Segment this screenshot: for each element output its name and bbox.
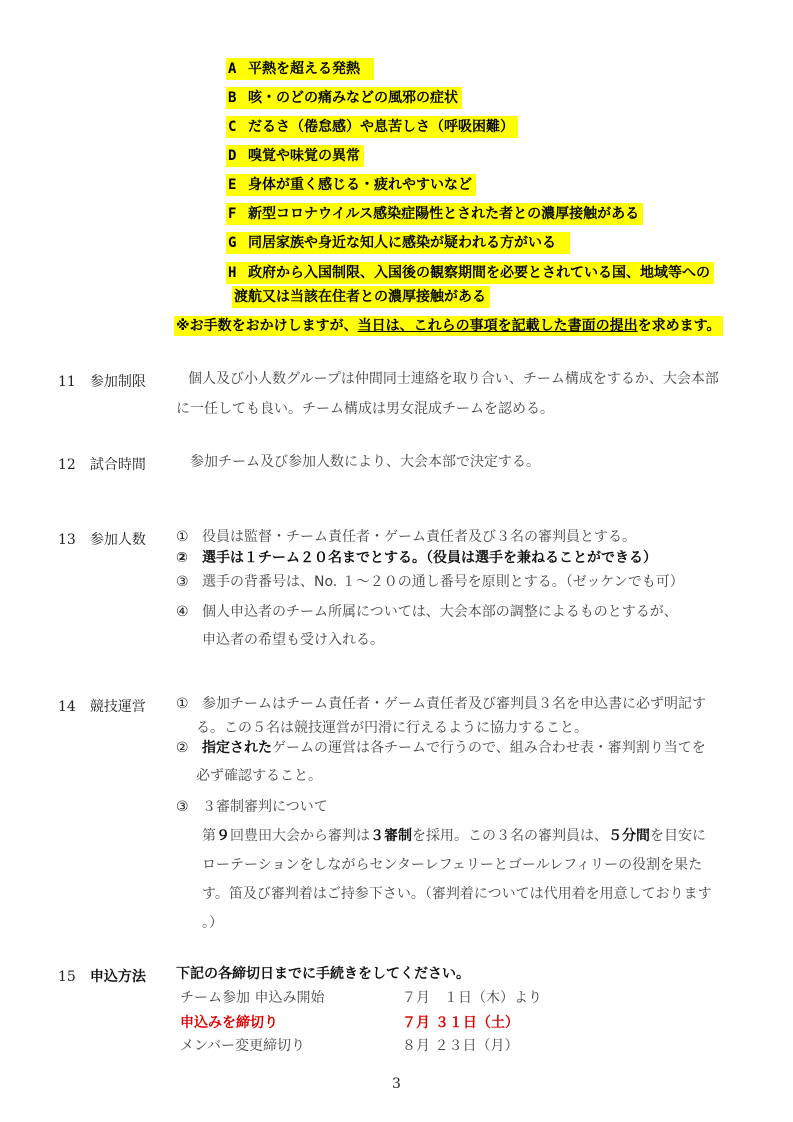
deadline-date-member-change: ８月 ２３日（月） — [402, 1038, 519, 1054]
symptom-e: E 身体が重く感じる・疲れやすいなど — [226, 174, 476, 196]
submission-note-underlined: 当日は、これらの事項を記載した書面の提出 — [357, 318, 638, 334]
symptom-h-continued: 渡航又は当該在住者との濃厚接触がある — [232, 286, 490, 308]
section-13-item-4: ④ 個人申込者のチーム所属については、大会本部の調整によるものとするが、 — [176, 604, 678, 620]
submission-note: ※お手数をおかけしますが、当日は、これらの事項を記載した書面の提出を求めます。 — [176, 318, 721, 334]
section-14-item-2-cont: 必ず確認すること。 — [196, 768, 322, 784]
section-13-item-1: ① 役員は監督・チーム責任者・ゲーム責任者及び３名の審判員とする。 — [176, 529, 636, 545]
section-13-item-4-cont: 申込者の希望も受け入れる。 — [202, 632, 384, 648]
symptom-h: H 政府から入国制限、入国後の観察期間を必要とされている国、地域等への — [226, 262, 714, 284]
section-14-item-3-line3: す。笛及び審判着はご持参下さい。（審判着については代用着を用意しております — [202, 886, 712, 902]
section-14-item-2: ② 指定されたゲームの運営は各チームで行うので、組み合わせ表・審判割り当てを — [176, 740, 706, 756]
deadline-label-member-change: メンバー変更締切り — [180, 1038, 306, 1054]
section-13-heading: 13 参加人数 — [58, 532, 146, 548]
symptom-g: G 同居家族や身近な知人に感染が疑われる方がいる — [226, 232, 570, 254]
symptom-c: C だるさ（倦怠感）や息苦しさ（呼吸困難） — [226, 116, 518, 138]
section-15-heading: 15 申込方法 — [58, 969, 146, 985]
section-14-item-3: ③ ３審制審判について — [176, 799, 328, 815]
section-11-line2: に一任しても良い。チーム構成は男女混成チームを認める。 — [176, 401, 554, 417]
section-11-heading: 11 参加制限 — [58, 374, 146, 390]
deadline-label-start: チーム参加 申込み開始 — [180, 990, 325, 1006]
section-14-item-3-line1: 第９回豊田大会から審判は３審制を採用。この３名の審判員は、５分間を目安に — [202, 828, 706, 844]
deadline-date-start: ７月 １日（木）より — [402, 990, 542, 1006]
section-12-line1: 参加チーム及び参加人数により、大会本部で決定する。 — [190, 454, 540, 470]
deadline-label-close: 申込みを締切り — [180, 1015, 278, 1031]
symptom-b: B 咳・のどの痛みなどの風邪の症状 — [226, 87, 462, 109]
section-15-intro: 下記の各締切日までに手続きをしてください。 — [176, 966, 470, 982]
section-14-item-3-line4: 。） — [202, 915, 223, 931]
section-14-item-1-cont: る。この５名は競技運営が円滑に行えるように協力すること。 — [196, 720, 588, 736]
deadline-date-close: ７月 ３１日（土） — [402, 1015, 519, 1031]
section-14-heading: 14 競技運営 — [58, 699, 146, 715]
section-11-line1: 個人及び小人数グループは仲間同士連絡を取り合い、チーム構成をするか、大会本部 — [188, 371, 719, 387]
section-13-item-3: ③ 選手の背番号は、No. １～２０の通し番号を原則とする。（ゼッケンでも可） — [176, 574, 684, 590]
section-14-item-3-line2: ローテーションをしながらセンターレフェリーとゴールレフィリーの役割を果た — [202, 857, 703, 873]
page-number: 3 — [392, 1076, 401, 1092]
symptom-f: F 新型コロナウイルス感染症陽性とされた者との濃厚接触がある — [226, 203, 643, 225]
symptom-d: D 嗅覚や味覚の異常 — [226, 145, 364, 167]
section-14-item-1: ① 参加チームはチーム責任者・ゲーム責任者及び審判員３名を申込書に必ず明記す — [176, 696, 706, 712]
symptom-a: A 平熱を超える発熱 — [226, 58, 374, 80]
section-13-item-2: ② 選手は１チーム２０名までとする。（役員は選手を兼ねることができる） — [176, 550, 657, 566]
section-12-heading: 12 試合時間 — [58, 457, 146, 473]
